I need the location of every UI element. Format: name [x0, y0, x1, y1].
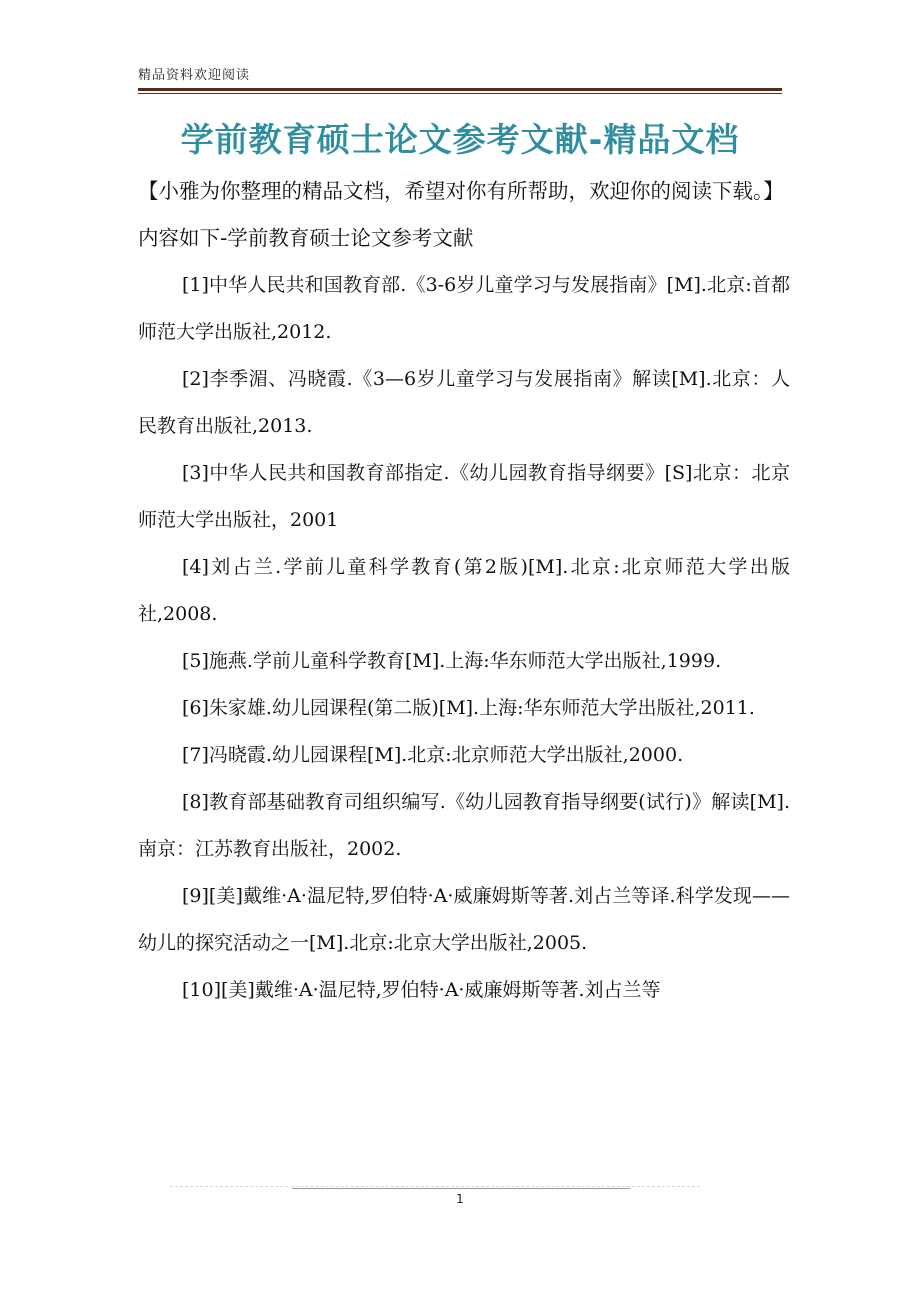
reference-list — [138, 262, 790, 1014]
reference-item: [8]教育部基础教育司组织编写.《幼儿园教育指导纲要(试行)》解读[M].南京：江苏教育出版社，2002. — [138, 791, 790, 860]
header-rule-thick — [138, 88, 782, 91]
footer-rule — [292, 1188, 630, 1189]
reference-item: [3]中华人民共和国教育部指定.《幼儿园教育指导纲要》[S]北京：北京师范大学出版社，2001 — [138, 462, 790, 531]
reference-item: [4]刘占兰.学前儿童科学教育(第2版)[M].北京:北京师范大学出版社,2008. — [138, 556, 790, 625]
reference-item: [5]施燕.学前儿童科学教育[M].上海:华东师范大学出版社,1999. — [182, 650, 722, 672]
page-number: 1 — [456, 1192, 464, 1206]
reference-item: [9][美]戴维·A·温尼特,罗伯特·A·威廉姆斯等著.刘占兰等译.科学发现——幼儿的探究活动之一[M].北京:北京大学出版社,2005. — [138, 885, 790, 954]
reference-item: [1]中华人民共和国教育部.《3-6岁儿童学习与发展指南》[M].北京:首都师范大学出版社,2012. — [138, 274, 790, 343]
header-rule-thin — [138, 93, 782, 94]
reference-item: [2]李季湄、冯晓霞.《3—6岁儿童学习与发展指南》解读[M].北京：人民教育出版社,2013. — [138, 368, 790, 437]
page-header: 精品资料欢迎阅读 — [138, 68, 251, 83]
intro-paragraph: 【小雅为你整理的精品文档，希望对你有所帮助，欢迎你的阅读下载。】内容如下-学前教育硕士论文参考文献 — [138, 179, 784, 250]
reference-item: [10][美]戴维·A·温尼特,罗伯特·A·威廉姆斯等著.刘占兰等 — [182, 979, 661, 1001]
footer-dotted-rule — [170, 1186, 700, 1187]
document-title: 学前教育硕士论文参考文献-精品文档 — [180, 120, 740, 159]
reference-item: [7]冯晓霞.幼儿园课程[M].北京:北京师范大学出版社,2000. — [182, 744, 684, 766]
reference-item: [6]朱家雄.幼儿园课程(第二版)[M].上海:华东师范大学出版社,2011. — [182, 697, 755, 719]
